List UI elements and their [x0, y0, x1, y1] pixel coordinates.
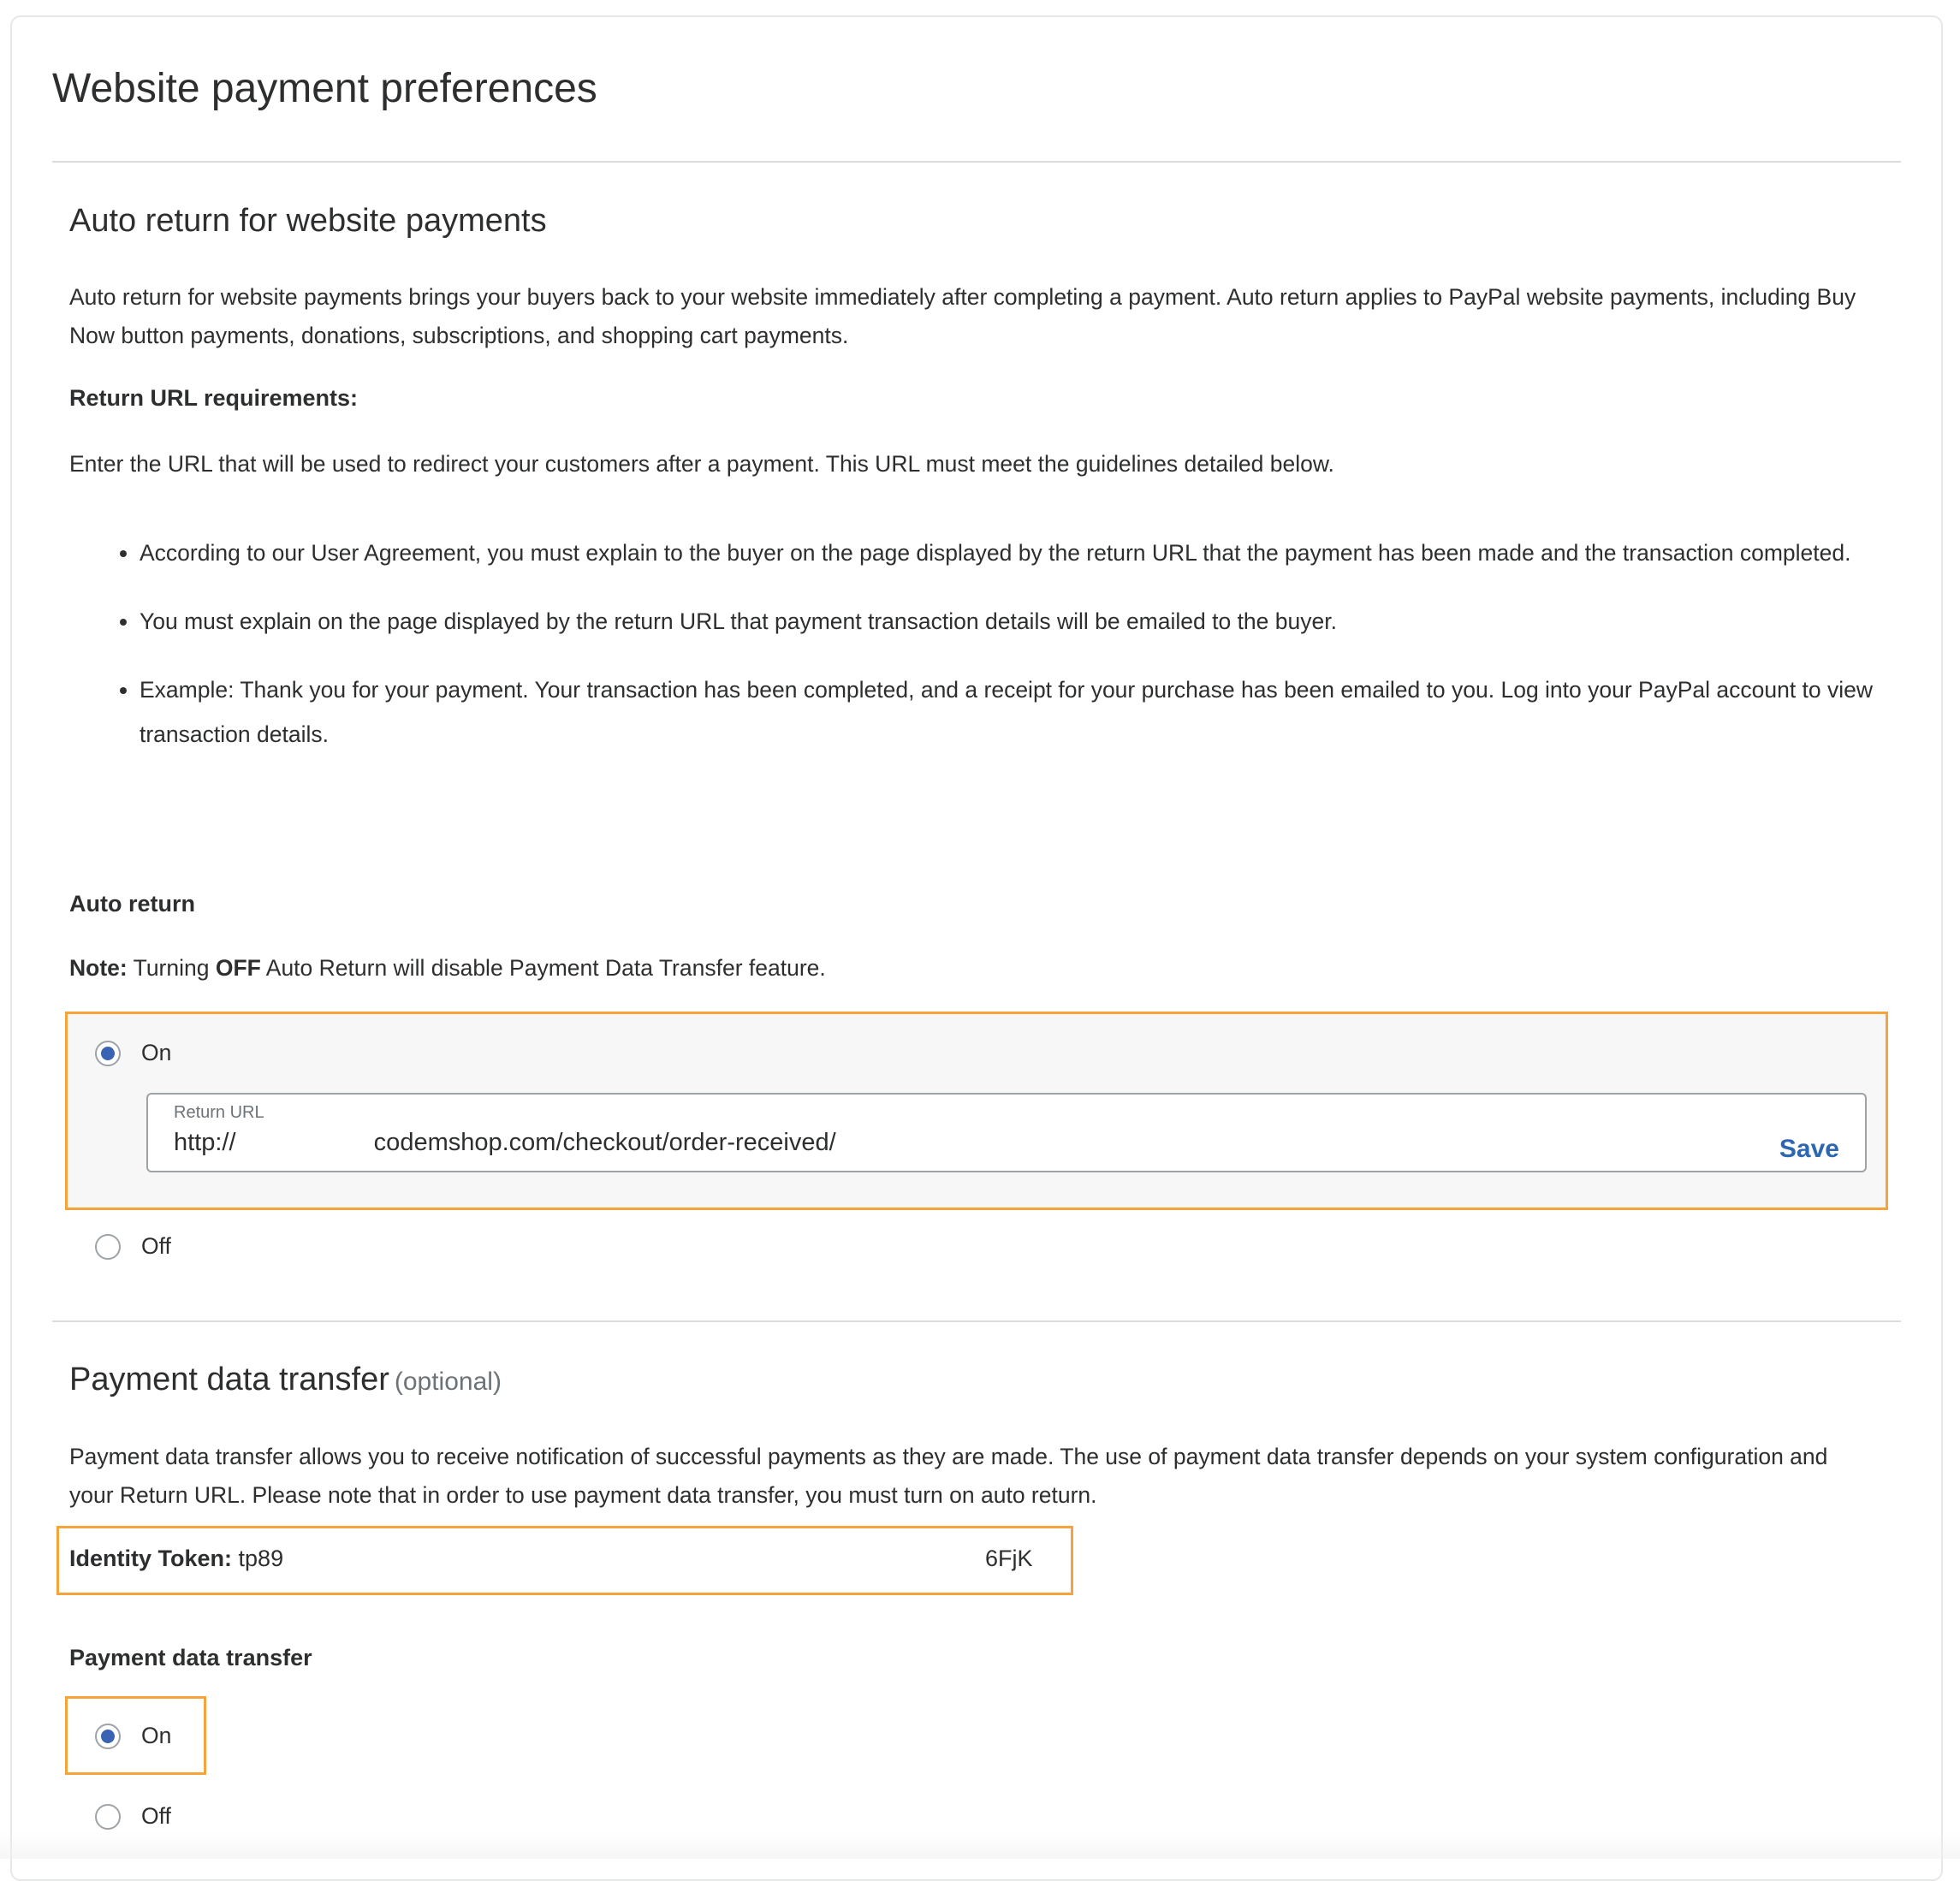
- return-url-requirements-heading: Return URL requirements:: [69, 385, 359, 411]
- auto-return-section-title: Auto return for website payments: [69, 203, 547, 239]
- pdt-off-radio[interactable]: [95, 1804, 121, 1830]
- identity-token-row: [69, 1546, 283, 1572]
- return-url-label: Return URL: [174, 1103, 264, 1122]
- pdt-description: Payment data transfer allows you to receive notification of successful payments as they are made. The use of payment data transfer depends on your system configuration and your Return URL. Please note that in order to use payment data transfer, you must turn on auto return.: [69, 1444, 1828, 1508]
- list-item: • You must explain on the page displayed by the return URL that payment transaction details will be emailed to the buyer.: [140, 599, 1903, 644]
- page-title: Website payment preferences: [52, 66, 597, 111]
- auto-return-on-label: On: [141, 1040, 172, 1065]
- pdt-title-text: Payment data transfer: [69, 1362, 389, 1397]
- pdt-off-option[interactable]: [95, 1803, 171, 1830]
- return-url-requirements-intro: Enter the URL that will be used to redirect your customers after a payment. This URL must meet the guidelines detailed below.: [69, 451, 1334, 477]
- pdt-off-label: Off: [141, 1803, 171, 1829]
- auto-return-description: Auto return for website payments brings your buyers back to your website immediately after completing a payment. Auto return applies to PayPal website payments, including Buy Now button payments, donations, subscriptions, and shopping cart payments.: [69, 284, 1856, 348]
- return-url-requirements-list: [111, 531, 1903, 757]
- auto-return-on-option[interactable]: [95, 1040, 171, 1066]
- identity-token-highlight: [56, 1526, 1073, 1595]
- return-url-input[interactable]: http:// codemshop.com/checkout/order-received/: [174, 1129, 836, 1156]
- list-item: • According to our User Agreement, you must explain to the buyer on the page displayed by the return URL that the payment has been made and the transaction completed.: [140, 531, 1903, 575]
- identity-token-label: Identity Token:: [69, 1546, 233, 1571]
- note-text-emphasis: OFF: [215, 955, 261, 981]
- auto-return-note: [69, 955, 826, 982]
- divider: [52, 161, 1901, 163]
- pdt-title-optional: (optional): [394, 1368, 502, 1396]
- note-text-after: Auto Return will disable Payment Data Transfer feature.: [265, 955, 826, 981]
- pdt-section-title: [69, 1362, 502, 1398]
- divider: [52, 1320, 1901, 1322]
- list-item: • Example: Thank you for your payment. Your transaction has been completed, and a receipt for your purchase has been emailed to you. Log into your PayPal account to view transaction details.: [140, 668, 1903, 757]
- auto-return-off-radio[interactable]: [95, 1234, 121, 1260]
- pdt-on-option[interactable]: [95, 1723, 171, 1749]
- pdt-heading: Payment data transfer: [69, 1645, 312, 1670]
- identity-token-end: 6FjK: [985, 1546, 1033, 1571]
- pdt-on-radio[interactable]: [95, 1724, 121, 1749]
- note-label: Note:: [69, 955, 128, 981]
- bottom-fade: [0, 1831, 1960, 1859]
- identity-token-start: tp89: [238, 1546, 284, 1571]
- pdt-on-label: On: [141, 1723, 172, 1748]
- auto-return-off-label: Off: [141, 1233, 171, 1259]
- auto-return-on-radio[interactable]: [95, 1041, 121, 1066]
- auto-return-heading: Auto return: [69, 891, 195, 917]
- save-button[interactable]: Save: [1779, 1135, 1839, 1163]
- return-url-field[interactable]: [146, 1093, 1867, 1172]
- note-text-before: Turning: [133, 955, 210, 981]
- auto-return-off-option[interactable]: [95, 1233, 171, 1260]
